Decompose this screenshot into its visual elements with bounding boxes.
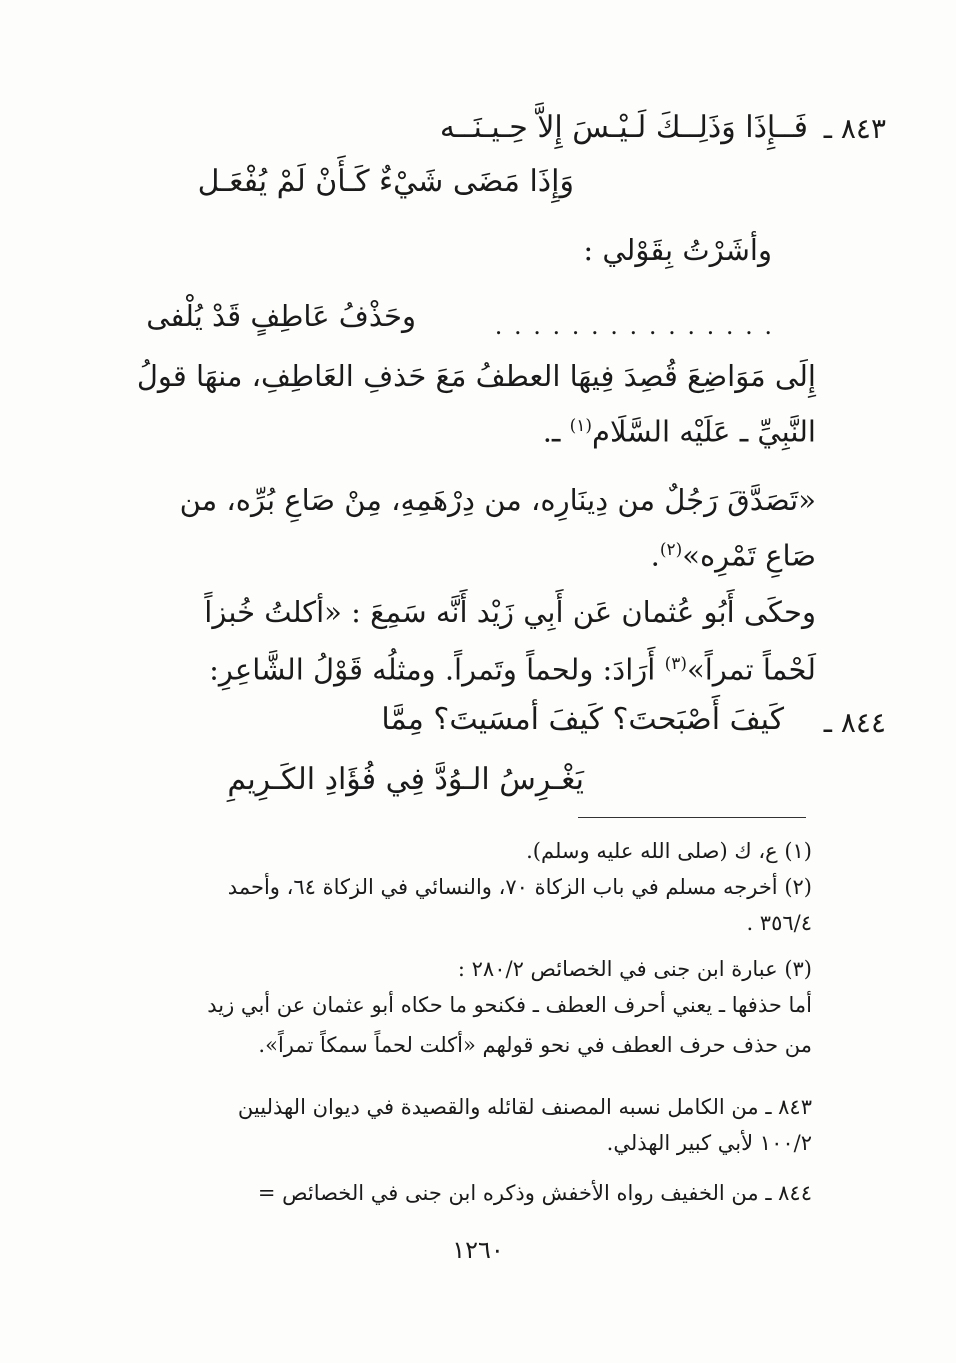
hadith-line-2-end: . bbox=[650, 538, 660, 573]
hadith-line-2-text: صَاعِ تَمْرِه» bbox=[682, 538, 816, 573]
footnote-ref-2[interactable]: (٢) bbox=[659, 540, 683, 560]
paragraph-2-line-2 bbox=[209, 644, 816, 690]
paragraph-2-line-2-text: لَحْماً تمراً» bbox=[686, 652, 816, 687]
paragraph-2-line-1: وحكَى أَبُو عُثمان عَن أَبِي زَيْد أَنَّه سَمِعَ : «أكلتُ خُبزاً bbox=[204, 595, 816, 629]
footnote-3-line-2: أما حذفها ـ يعني أحرف العطف ـ فكنحو ما حكاه أبو عثمان عن أبي زيد bbox=[207, 993, 812, 1017]
hadith-line-1: «تَصَدَّقَ رَجُلٌ من دِينَارِه، من دِرْهَمِهِ، مِنْ صَاعِ بُرِّه، من bbox=[179, 483, 816, 517]
footnote-3-line-1: (٣) عبارة ابن جنى في الخصائص ٢٨٠/٢ : bbox=[457, 957, 812, 981]
footnote-ref-1[interactable]: (١) bbox=[569, 416, 593, 436]
page-number: ١٢٦٠ bbox=[452, 1236, 504, 1264]
verse-844-line-1: كَيفَ أَصْبَحتَ؟ كَيفَ أمسَيتَ؟ مِمَّا bbox=[381, 702, 784, 737]
footnote-separator bbox=[578, 817, 806, 818]
verse-844-line-2: يَغْـرِسُ الـوُدَّ فِي فُؤَادِ الكَـرِيمِ bbox=[227, 762, 584, 797]
quoted-verse: وحَذْفُ عَاطِفٍ قَدْ يُلْفى bbox=[146, 299, 416, 333]
paragraph-1-line-2 bbox=[543, 406, 816, 452]
footnote-2-line-1: (٢) أخرجه مسلم في باب الزكاة ٧٠، والنسائي في الزكاة ٦٤، وأحمد bbox=[227, 875, 812, 899]
footnote-3-line-3: من حذف حرف العطف في نحو قولهم «أكلت لحماً سمكاً تمراً». bbox=[258, 1033, 812, 1057]
footnote-2-line-2: ٣٥٦/٤ . bbox=[746, 911, 812, 935]
note-843-line-2: ١٠٠/٢ لأبي كبير الهذلي. bbox=[606, 1131, 812, 1155]
paragraph-1-line-2-text: النَّبِيِّ ـ عَلَيْه السَّلَام bbox=[592, 414, 816, 449]
paragraph-1-line-2-end: ـ. bbox=[542, 414, 570, 449]
verse-number-844: ٨٤٤ ـ bbox=[823, 706, 886, 739]
footnote-ref-3[interactable]: (٣) bbox=[664, 654, 687, 674]
paragraph-2-line-2-end: أَرَادَ: ولحماً وتَمراً. ومثلُه قَوْلُ الشَّاعِرِ: bbox=[209, 652, 665, 687]
footnote-1: (١) ع، ك (صلى الله عليه وسلم). bbox=[526, 839, 812, 863]
verse-843-line-2: وَإِذَا مَضَى شَيْءٌ كَـأَنْ لَمْ يُفْعَـل bbox=[197, 164, 574, 199]
ellipsis-dots: . . . . . . . . . . . . . . . bbox=[494, 312, 774, 340]
note-844-line-1: ٨٤٤ ـ من الخفيف رواه الأخفش وذكره ابن جنى في الخصائص = bbox=[257, 1181, 812, 1205]
hadith-line-2 bbox=[651, 530, 816, 576]
verse-843-line-1: فَــإِذَا وَذَلِــكَ لَـيْـسَ إِلاَّ حِـيـنَــه bbox=[439, 110, 808, 145]
paragraph-1-line-1: إِلَى مَوَاضِعَ قُصِدَ فِيهَا العطفُ مَعَ حَذفِ العَاطِفِ، منهَا قولُ bbox=[136, 359, 816, 393]
body-text-1: وأشَرْتُ بِقَوْلي : bbox=[583, 233, 772, 267]
verse-number-843: ٨٤٣ ـ bbox=[823, 112, 886, 145]
note-843-line-1: ٨٤٣ ـ من الكامل نسبه المصنف لقائله والقصيدة في ديوان الهذليين bbox=[237, 1095, 812, 1119]
